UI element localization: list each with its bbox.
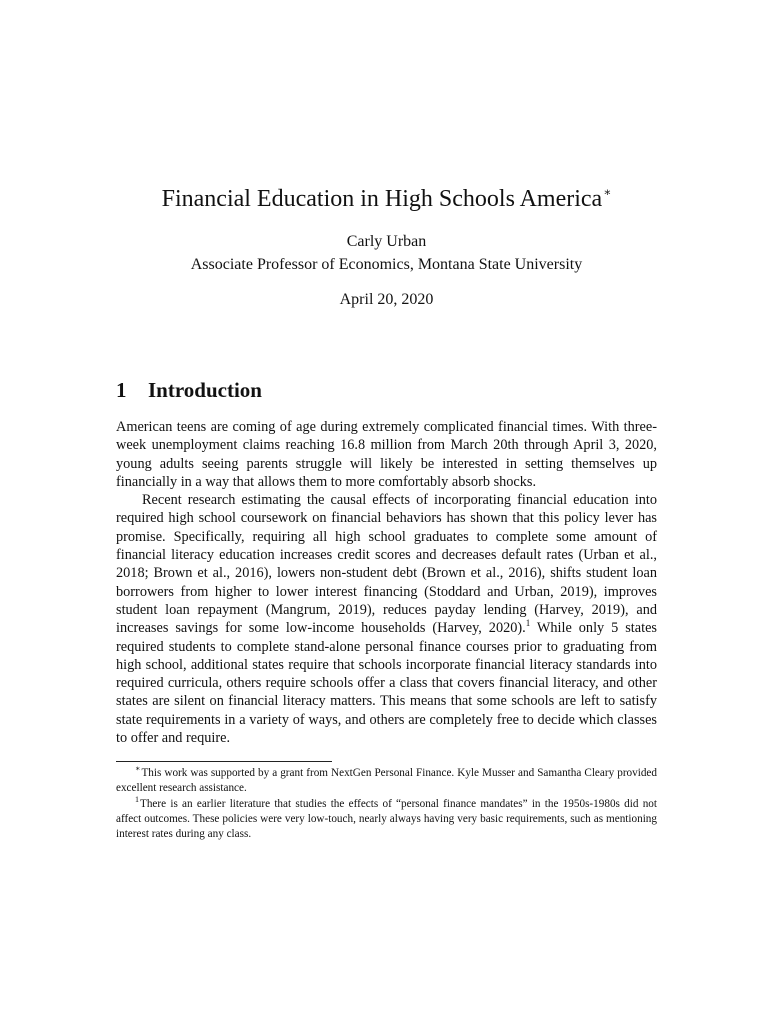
footnote-1-mark: 1 [135,794,139,804]
footnote-divider [116,761,332,762]
footnote-star-text: This work was supported by a grant from NextGen Personal Finance. Kyle Musser and Samantha Cleary provided excellent research assistance. [116,767,657,795]
paper-title [116,176,657,215]
paragraph-2-part-a: Recent research estimating the causal effects of incorporating financial education into required high school coursework on financial behaviors has shown that this policy lever has promise. Specifically, requiring all high school graduates to complete some amount of financial literacy education increases credit scores and decreases default rates (Urban et al., 2018; Brown et al., 2016), lowers non-student debt (Brown et al., 2016), shifts student loan borrowers from higher to lower interest financing (Stoddard and Urban, 2019), improves student loan repayment (Mangrum, 2019), reduces payday lending (Harvey, 2019), and increases savings for some low-income households (Harvey, 2020). [116,492,657,637]
author-block [116,230,657,276]
section-number: 1 [116,378,127,402]
section-title: Introduction [148,378,262,402]
footnote-reference-1[interactable]: 1 [525,618,531,629]
title-text: Financial Education in High Schools America [161,186,603,212]
section-heading [116,376,262,404]
paragraph-2 [116,491,657,747]
footnote-star-mark: ∗ [135,764,141,773]
paragraph-2-part-b: While only 5 states required students to complete stand-alone personal finance courses prior to graduating from high school, additional states require that schools incorporate financial literacy standards into required curricula, others require schools offer a class that covers financial literacy, and other states are silent on financial literacy matters. This means that some schools are left to satisfy state requirements in a variety of ways, and others are completely free to decide which classes to offer and require. [116,620,657,747]
footnote-1-text: There is an earlier literature that studies the effects of “personal finance mandates” in the 1950s-1980s did not affect outcomes. These policies were very low-touch, nearly always having very basic requirements, such as mentioning interest rates during any class. [116,797,657,841]
paper-date: April 20, 2020 [339,291,434,308]
author-name: Carly Urban [346,233,427,250]
author-affiliation: Associate Professor of Economics, Montana State University [190,256,583,273]
paragraph-1: American teens are coming of age during extremely complicated financial times. With three-week unemployment claims reaching 16.8 million from March 20th through April 3, 2020, young adults seeing parents struggle will likely be interested in setting themselves up financially in a way that allows them to more comfortably absorb shocks. [116,419,657,490]
footnote-1 [116,794,657,843]
footnote-star [116,766,657,797]
title-footnote-marker: ∗ [603,185,612,199]
body-text [116,418,657,747]
footnotes [116,766,657,842]
